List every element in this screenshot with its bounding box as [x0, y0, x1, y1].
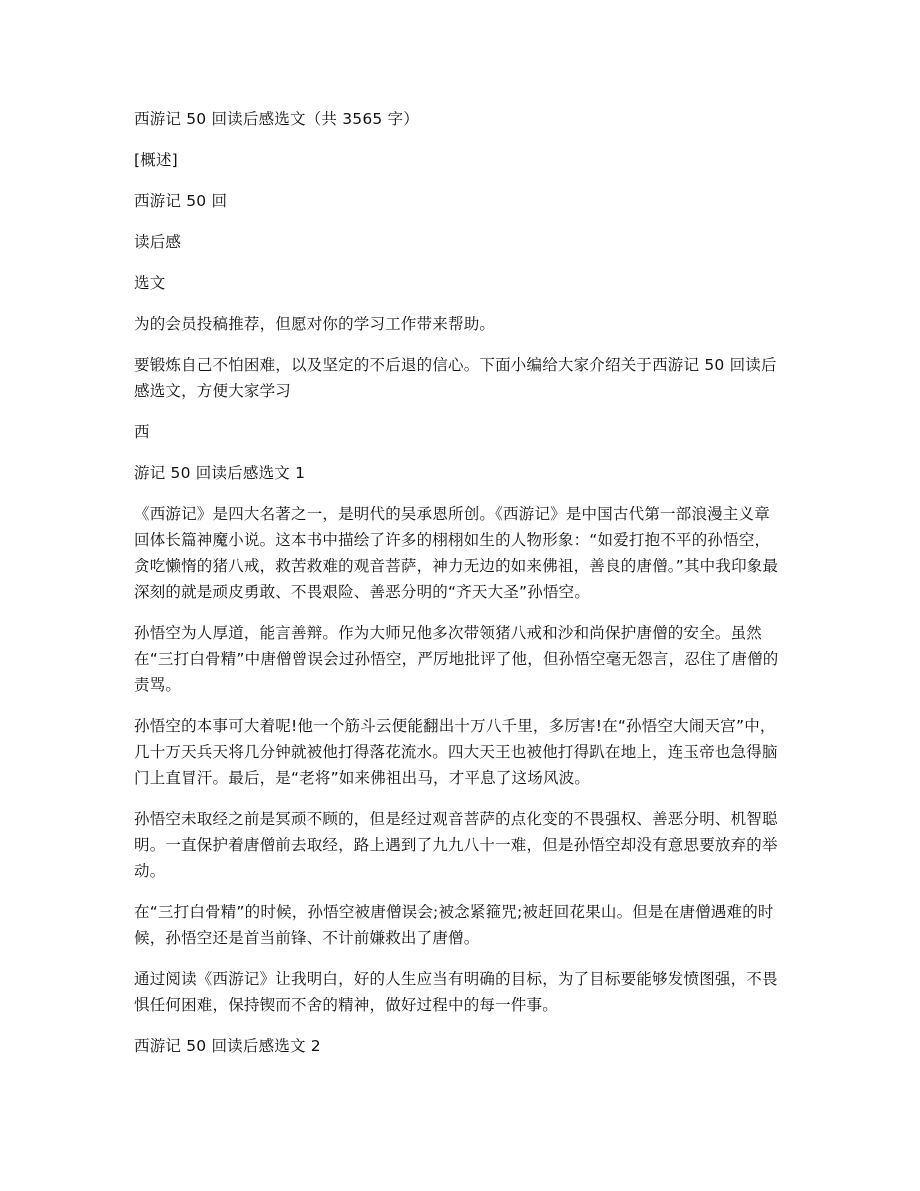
body-paragraph-5: 在“三打白骨精”的时候，孙悟空被唐僧误会;被念紧箍咒;被赶回花果山。但是在唐僧遇难的时候，孙悟空还是首当前锋、不计前嫌救出了唐僧。 — [134, 903, 774, 947]
document-body — [134, 106, 784, 1074]
body-paragraph-3: 孙悟空的本事可大着呢!他一个筋斗云便能翻出十万八千里，多厉害!在“孙悟空大闹天宫”中，几十万天兵天将几分钟就被他打得落花流水。四大天王也被他打得趴在地上，连玉帝也急得脑门上直冒汗。最后，是“老将”如来佛祖出马，才平息了这场风波。 — [134, 717, 778, 787]
intro-paragraph-1: 为的会员投稿推荐，但愿对你的学习工作带来帮助。 — [134, 315, 496, 333]
next-section-heading: 西游记 50 回读后感选文 2 — [134, 1037, 321, 1055]
body-paragraph-4: 孙悟空未取经之前是冥顽不顾的，但是经过观音菩萨的点化变的不畏强权、善恶分明、机智聪明。一直保护着唐僧前去取经，路上遇到了九九八十一难，但是孙悟空却没有意思要放弃的举动。 — [134, 810, 778, 880]
heading-line-1: 西游记 50 回 — [134, 192, 228, 210]
intro-paragraph-2: 要锻炼自己不怕困难，以及坚定的不后退的信心。下面小编给大家介绍关于西游记 50 回读后感选文，方便大家学习 — [134, 356, 777, 400]
heading-line-2: 读后感 — [134, 233, 182, 251]
heading-line-3: 选文 — [134, 274, 166, 292]
body-paragraph-2: 孙悟空为人厚道，能言善辩。作为大师兄他多次带领猪八戒和沙和尚保护唐僧的安全。虽然在“三打白骨精”中唐僧曾误会过孙悟空，严厉地批评了他，但孙悟空毫无怨言，忍住了唐僧的责骂。 — [134, 624, 779, 694]
document-title: 西游记 50 回读后感选文（共 3565 字） — [134, 110, 419, 128]
body-paragraph-6: 通过阅读《西游记》让我明白，好的人生应当有明确的目标，为了目标要能够发愤图强，不畏惧任何困难，保持锲而不舍的精神，做好过程中的每一件事。 — [134, 970, 778, 1014]
split-heading-a: 西 — [134, 423, 150, 441]
split-heading-b: 游记 50 回读后感选文 1 — [134, 464, 306, 482]
summary-tag: [概述] — [134, 151, 178, 169]
body-paragraph-1: 《西游记》是四大名著之一，是明代的吴承恩所创。《西游记》是中国古代第一部浪漫主义章回体长篇神魔小说。这本书中描绘了许多的栩栩如生的人物形象：“如爱打抱不平的孙悟空，贪吃懒惰的猪八戒，救苦救难的观音菩萨，神力无边的如来佛祖，善良的唐僧。”其中我印象最深刻的就是顽皮勇敢、不畏艰险、善恶分明的“齐天大圣”孙悟空。 — [134, 505, 779, 601]
